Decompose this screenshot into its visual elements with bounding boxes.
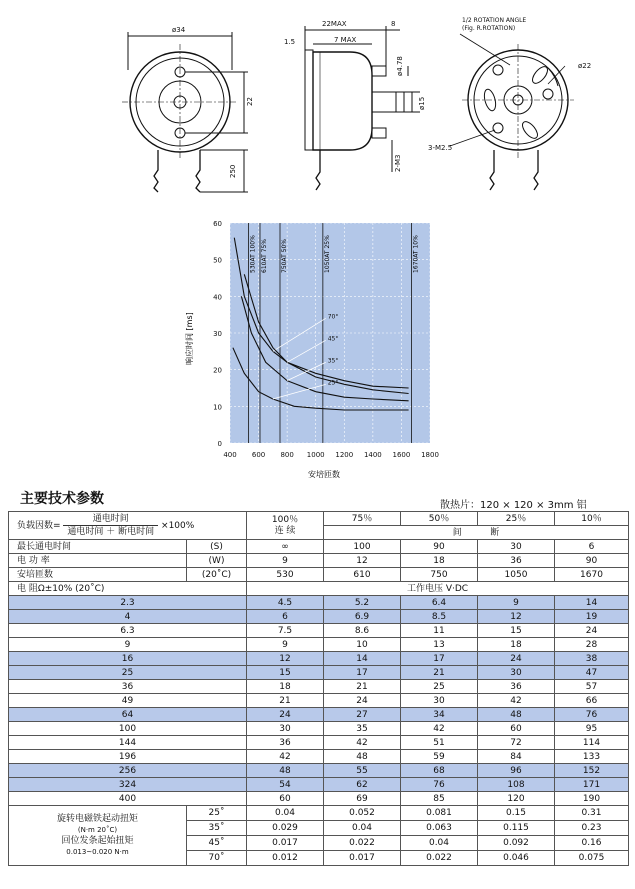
duty-col-4: 10％ (555, 512, 629, 526)
torque-value: 0.012 (247, 851, 324, 866)
resistance-value: 25 (9, 666, 247, 680)
side-flange-label: 1.5 (284, 38, 296, 46)
rear-view (450, 34, 574, 190)
resistance-value: 400 (9, 792, 247, 806)
torque-row (9, 806, 629, 821)
torque-value: 0.022 (324, 836, 401, 851)
row-label: 安培匝数 (9, 568, 187, 582)
torque-label-line: 旋转电磁铁起动扭矩 (56, 813, 138, 824)
response-time-chart (185, 215, 460, 490)
y-tick-label: 40 (213, 293, 222, 302)
voltage-value: 17 (401, 652, 478, 666)
basic-row (9, 568, 629, 582)
x-tick-label: 1600 (392, 451, 411, 459)
resistance-value: 36 (9, 680, 247, 694)
y-tick-label: 50 (213, 256, 222, 265)
front-diameter-label: ø34 (172, 26, 186, 34)
resistance-header: 电 阻Ω±10% (20˚C) (9, 582, 247, 596)
torque-value: 0.046 (478, 851, 555, 866)
torque-value: 0.115 (478, 821, 555, 836)
torque-angle: 45˚ (187, 836, 247, 851)
angle-label: 25° (327, 379, 339, 387)
voltage-value: 85 (401, 792, 478, 806)
torque-value: 0.075 (555, 851, 629, 866)
voltage-value: 6 (247, 610, 324, 624)
shaft-diameter-label: ø4.78 (396, 56, 404, 76)
torque-label-line: 0.013~0.020 N·m (66, 847, 129, 856)
rotation-fig-label: (Fig. R.ROTATION) (462, 25, 516, 32)
side-view (305, 26, 420, 190)
torque-value: 0.022 (401, 851, 478, 866)
voltage-value: 24 (478, 652, 555, 666)
ampere-turn-label: 1670AT 10% (412, 235, 420, 273)
voltage-value: 35 (324, 722, 401, 736)
voltage-value: 36 (478, 680, 555, 694)
voltage-value: 30 (401, 694, 478, 708)
voltage-value: 28 (555, 638, 629, 652)
torque-label-line: 回位发条起始扭矩 (61, 835, 134, 846)
x-tick-label: 600 (251, 451, 266, 459)
row-value: 90 (401, 540, 478, 554)
voltage-value: 60 (247, 792, 324, 806)
torque-value: 0.23 (555, 821, 629, 836)
voltage-value: 18 (247, 680, 324, 694)
resistance-rows (9, 596, 629, 806)
resistance-row (9, 778, 629, 792)
voltage-value: 17 (324, 666, 401, 680)
row-unit: (20˚C) (187, 568, 247, 582)
lead-length-label: 250 (229, 164, 237, 178)
resistance-row (9, 792, 629, 806)
voltage-value: 19 (555, 610, 629, 624)
torque-value: 0.081 (401, 806, 478, 821)
y-axis-label: 响应时间 [ms] (185, 312, 194, 365)
x-tick-label: 800 (280, 451, 294, 459)
voltage-value: 120 (478, 792, 555, 806)
voltage-value: 8.6 (324, 624, 401, 638)
ampere-turn-label: 610AT 75% (261, 239, 268, 273)
voltage-value: 15 (478, 624, 555, 638)
voltage-value: 84 (478, 750, 555, 764)
torque-label-cell (9, 806, 187, 866)
voltage-value: 48 (478, 708, 555, 722)
voltage-value: 9 (478, 596, 555, 610)
voltage-value: 13 (401, 638, 478, 652)
voltage-value: 18 (478, 638, 555, 652)
torque-value: 0.063 (401, 821, 478, 836)
voltage-value: 24 (247, 708, 324, 722)
voltage-value: 69 (324, 792, 401, 806)
torque-value: 0.04 (401, 836, 478, 851)
voltage-value: 14 (324, 652, 401, 666)
torque-value: 0.052 (324, 806, 401, 821)
duty-col-0: 100％ 连 续 (247, 512, 324, 540)
ampere-turn-label: 750AT 50% (281, 239, 288, 273)
resistance-value: 324 (9, 778, 247, 792)
row-value: 36 (478, 554, 555, 568)
voltage-value: 133 (555, 750, 629, 764)
x-tick-label: 400 (223, 451, 237, 459)
torque-value: 0.31 (555, 806, 629, 821)
voltage-value: 4.5 (247, 596, 324, 610)
voltage-value: 21 (324, 680, 401, 694)
technical-drawings (0, 0, 635, 205)
voltage-value: 114 (555, 736, 629, 750)
basic-row (9, 554, 629, 568)
torque-value: 0.04 (247, 806, 324, 821)
y-tick-label: 10 (213, 403, 222, 412)
row-value: 100 (324, 540, 401, 554)
voltage-header: 工作电压 V·DC (247, 582, 629, 596)
voltage-value: 10 (324, 638, 401, 652)
side-screw-label: 2-M3 (394, 154, 402, 172)
duty-percent: ×100% (161, 521, 195, 531)
row-value: 750 (401, 568, 478, 582)
spec-table (8, 511, 629, 866)
resistance-row (9, 680, 629, 694)
row-label: 电 功 率 (9, 554, 187, 568)
voltage-value: 55 (324, 764, 401, 778)
voltage-value: 34 (401, 708, 478, 722)
row-value: 6 (555, 540, 629, 554)
voltage-value: 8.5 (401, 610, 478, 624)
duty-col-1: 75％ (324, 512, 401, 526)
torque-value: 0.04 (324, 821, 401, 836)
ampere-turn-label: 1050AT 25% (323, 235, 331, 273)
resistance-value: 4 (9, 610, 247, 624)
duty-factor-label: 负载因数= (17, 521, 61, 531)
voltage-value: 171 (555, 778, 629, 792)
voltage-value: 47 (555, 666, 629, 680)
angle-label: 45° (327, 335, 339, 343)
row-label: 最长通电时间 (9, 540, 187, 554)
torque-angle: 25˚ (187, 806, 247, 821)
voltage-value: 21 (247, 694, 324, 708)
y-tick-label: 60 (213, 220, 222, 228)
voltage-value: 48 (324, 750, 401, 764)
y-tick-label: 0 (217, 440, 222, 448)
voltage-value: 5.2 (324, 596, 401, 610)
resistance-row (9, 708, 629, 722)
voltage-value: 51 (401, 736, 478, 750)
row-value: 30 (478, 540, 555, 554)
torque-value: 0.017 (247, 836, 324, 851)
voltage-value: 54 (247, 778, 324, 792)
voltage-value: 15 (247, 666, 324, 680)
x-tick-label: 1400 (363, 451, 382, 459)
row-value: 18 (401, 554, 478, 568)
resistance-row (9, 596, 629, 610)
voltage-value: 59 (401, 750, 478, 764)
voltage-value: 42 (401, 722, 478, 736)
voltage-value: 36 (247, 736, 324, 750)
row-value: 1670 (555, 568, 629, 582)
row-value: 12 (324, 554, 401, 568)
duty-col-2: 50％ (401, 512, 478, 526)
voltage-value: 96 (478, 764, 555, 778)
voltage-value: 24 (555, 624, 629, 638)
voltage-value: 66 (555, 694, 629, 708)
y-tick-label: 20 (213, 366, 222, 375)
duty-col-3: 25％ (478, 512, 555, 526)
row-unit: (W) (187, 554, 247, 568)
resistance-row (9, 610, 629, 624)
row-value: 9 (247, 554, 324, 568)
resistance-value: 49 (9, 694, 247, 708)
resistance-row (9, 666, 629, 680)
resistance-row (9, 652, 629, 666)
row-value: 530 (247, 568, 324, 582)
voltage-value: 27 (324, 708, 401, 722)
voltage-value: 190 (555, 792, 629, 806)
x-tick-label: 1000 (306, 451, 325, 459)
basic-rows (9, 540, 629, 582)
torque-label-line: (N·m 20˚C) (77, 825, 118, 834)
boss-diameter-label: ø15 (418, 96, 426, 110)
torque-value: 0.017 (324, 851, 401, 866)
resistance-value: 100 (9, 722, 247, 736)
resistance-row (9, 694, 629, 708)
row-unit: (S) (187, 540, 247, 554)
torque-value: 0.092 (478, 836, 555, 851)
duty-denominator: 通电时间 ＋ 断电时间 (67, 527, 155, 537)
resistance-row (9, 624, 629, 638)
rear-screw-label: 3-M2.5 (428, 144, 453, 152)
resistance-value: 144 (9, 736, 247, 750)
row-value: 610 (324, 568, 401, 582)
row-value: 90 (555, 554, 629, 568)
voltage-value: 6.9 (324, 610, 401, 624)
x-axis-label: 安培匝数 (308, 470, 340, 479)
resistance-value: 9 (9, 638, 247, 652)
voltage-value: 68 (401, 764, 478, 778)
resistance-value: 6.3 (9, 624, 247, 638)
resistance-row (9, 722, 629, 736)
x-tick-label: 1200 (335, 451, 354, 459)
voltage-value: 12 (247, 652, 324, 666)
voltage-value: 108 (478, 778, 555, 792)
voltage-value: 7.5 (247, 624, 324, 638)
voltage-value: 11 (401, 624, 478, 638)
basic-row (9, 540, 629, 554)
front-height-label: 22 (246, 97, 254, 106)
voltage-value: 6.4 (401, 596, 478, 610)
voltage-value: 42 (324, 736, 401, 750)
resistance-row (9, 638, 629, 652)
intermittent-label: 间 断 (324, 526, 629, 540)
voltage-value: 76 (401, 778, 478, 792)
resistance-row (9, 764, 629, 778)
voltage-value: 25 (401, 680, 478, 694)
voltage-value: 152 (555, 764, 629, 778)
voltage-value: 24 (324, 694, 401, 708)
duty-fraction (63, 513, 158, 538)
bolt-circle-label: ø22 (578, 62, 592, 70)
voltage-value: 9 (247, 638, 324, 652)
voltage-value: 12 (478, 610, 555, 624)
side-protrusion-label: 8 (391, 20, 396, 28)
x-tick-label: 1800 (421, 451, 439, 459)
torque-angle: 70˚ (187, 851, 247, 866)
row-value: ∞ (247, 540, 324, 554)
voltage-value: 42 (247, 750, 324, 764)
angle-label: 70° (327, 313, 339, 321)
resistance-row (9, 750, 629, 764)
side-length-label: 22MAX (322, 20, 347, 28)
rotation-angle-label: 1/2 ROTATION ANGLE (462, 17, 527, 24)
section-title: 主要技术参数 (20, 491, 104, 507)
voltage-value: 42 (478, 694, 555, 708)
voltage-value: 14 (555, 596, 629, 610)
voltage-value: 30 (478, 666, 555, 680)
voltage-value: 30 (247, 722, 324, 736)
voltage-value: 60 (478, 722, 555, 736)
voltage-value: 48 (247, 764, 324, 778)
resistance-row (9, 736, 629, 750)
resistance-value: 2.3 (9, 596, 247, 610)
side-inner-label: 7 MAX (334, 36, 357, 44)
voltage-value: 38 (555, 652, 629, 666)
torque-rows (9, 806, 629, 866)
y-tick-label: 30 (213, 330, 222, 338)
resistance-value: 196 (9, 750, 247, 764)
resistance-value: 256 (9, 764, 247, 778)
row-value: 1050 (478, 568, 555, 582)
torque-value: 0.029 (247, 821, 324, 836)
duty-factor-cell (9, 512, 247, 540)
torque-angle: 35˚ (187, 821, 247, 836)
voltage-value: 95 (555, 722, 629, 736)
duty-numerator: 通电时间 (63, 513, 158, 526)
voltage-value: 21 (401, 666, 478, 680)
voltage-value: 72 (478, 736, 555, 750)
heatsink-note: 散热片：120 × 120 × 3mm 铝 (440, 500, 587, 511)
ampere-turn-label: 530AT 100% (249, 235, 257, 273)
voltage-value: 57 (555, 680, 629, 694)
resistance-value: 16 (9, 652, 247, 666)
torque-value: 0.15 (478, 806, 555, 821)
angle-label: 35° (327, 357, 339, 365)
voltage-value: 76 (555, 708, 629, 722)
torque-value: 0.16 (555, 836, 629, 851)
resistance-value: 64 (9, 708, 247, 722)
voltage-value: 62 (324, 778, 401, 792)
